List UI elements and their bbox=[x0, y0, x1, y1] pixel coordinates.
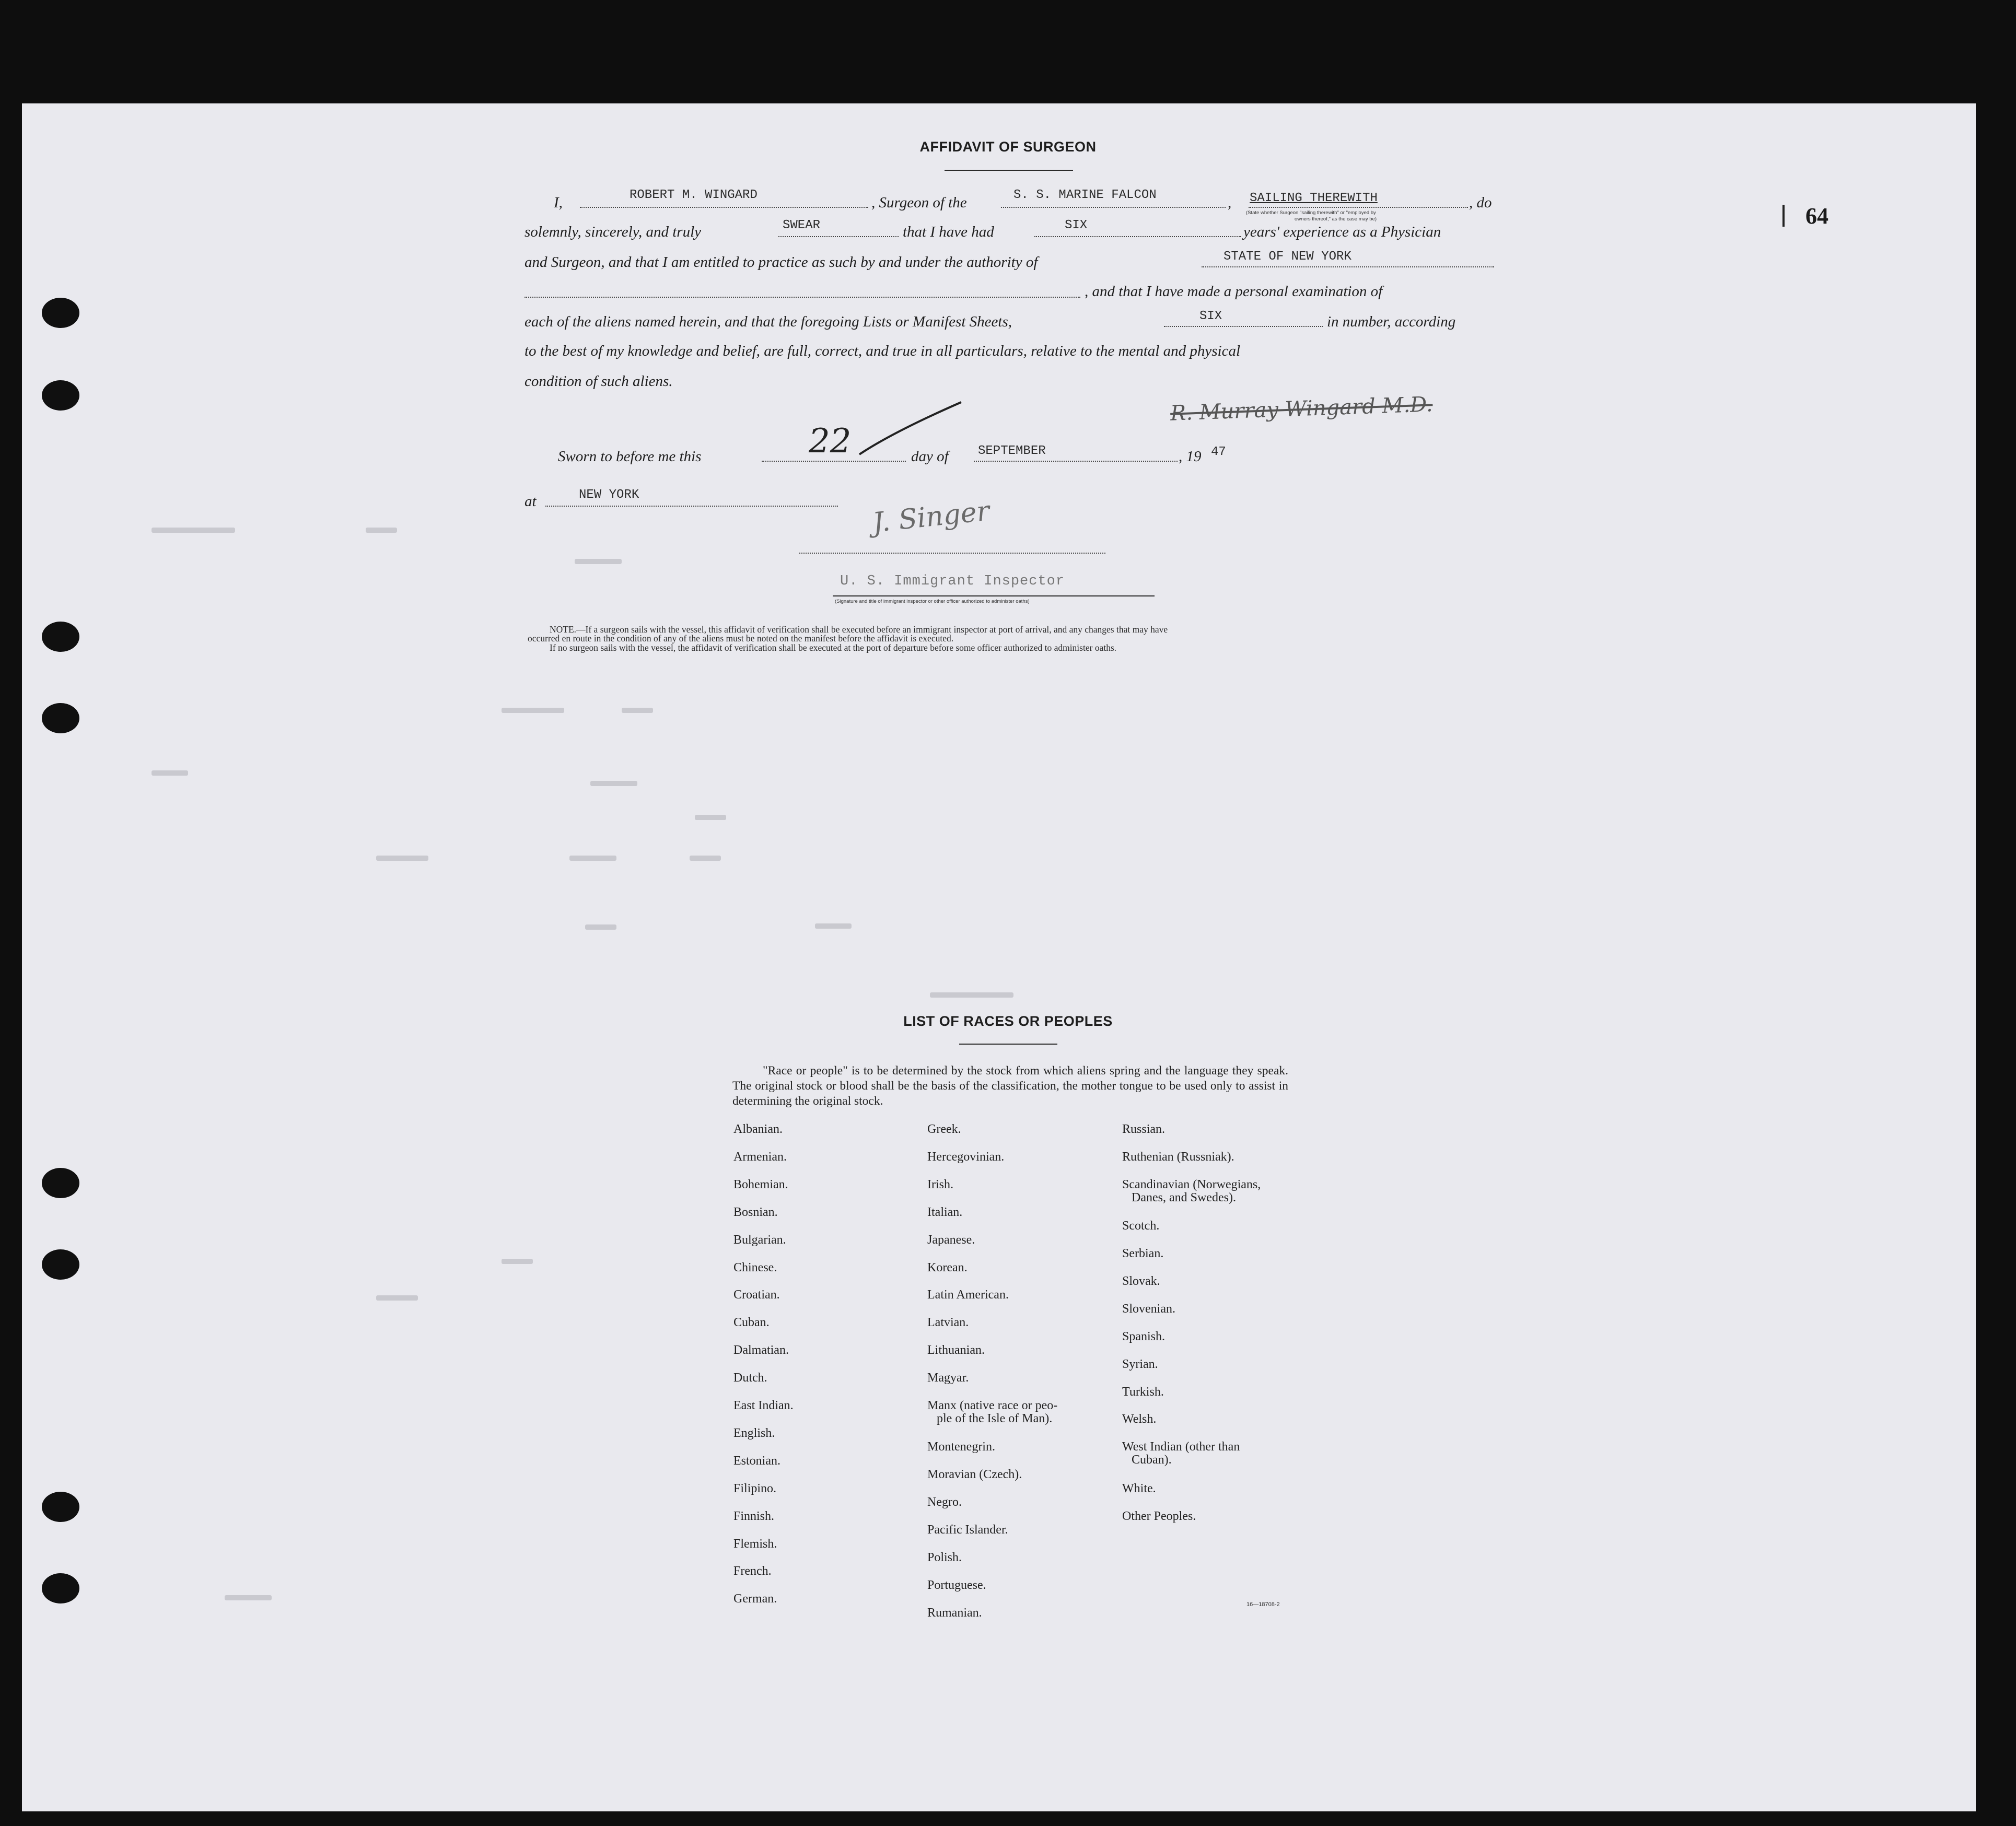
race-item: Latin American. bbox=[927, 1288, 1009, 1302]
affidavit-line4: , and that I have made a personal examination of bbox=[1085, 283, 1383, 300]
race-item: Other Peoples. bbox=[1122, 1509, 1196, 1523]
binder-hole-icon bbox=[42, 380, 79, 411]
binder-hole-icon bbox=[42, 1249, 79, 1280]
race-item: Slovak. bbox=[1122, 1274, 1160, 1288]
page-number: 64 bbox=[1805, 203, 1828, 229]
affidavit-line5-post: in number, according bbox=[1327, 313, 1456, 330]
binder-hole-icon bbox=[42, 1492, 79, 1522]
race-item: Italian. bbox=[927, 1205, 963, 1219]
sworn-mid: day of bbox=[911, 448, 949, 465]
race-item: Bosnian. bbox=[733, 1205, 778, 1219]
sworn-day-field bbox=[762, 461, 906, 462]
sworn-place: NEW YORK bbox=[579, 488, 639, 502]
race-item: Japanese. bbox=[927, 1233, 975, 1247]
race-item: Bohemian. bbox=[733, 1177, 788, 1191]
affidavit-note-line: If no surgeon sails with the vessel, the affidavit of verification shall be executed at the port of departure before some officer authorized to administer oaths. bbox=[550, 642, 1117, 653]
race-item: Lithuanian. bbox=[927, 1343, 985, 1357]
race-item: Korean. bbox=[927, 1260, 968, 1274]
race-item: Filipino. bbox=[733, 1481, 777, 1495]
race-item: West Indian (other than Cuban). bbox=[1122, 1440, 1240, 1467]
race-item: Armenian. bbox=[733, 1150, 787, 1164]
race-item: Syrian. bbox=[1122, 1357, 1158, 1371]
affidavit-line7: condition of such aliens. bbox=[525, 373, 673, 390]
sworn-year: 47 bbox=[1211, 445, 1226, 459]
sworn-month: SEPTEMBER bbox=[978, 444, 1046, 458]
manifest-sheet-count: SIX bbox=[1199, 309, 1222, 323]
sworn-day: 22 bbox=[809, 422, 852, 461]
affidavit-line2-mid: that I have had bbox=[903, 224, 994, 240]
affidavit-note-line: occurred en route in the condition of any of the aliens must be noted on the manifest before the affidavit is executed. bbox=[528, 633, 954, 643]
place-field bbox=[545, 506, 838, 507]
race-item: Manx (native race or peo- ple of the Isle of Man). bbox=[927, 1399, 1058, 1425]
inspector-title: U. S. Immigrant Inspector bbox=[840, 573, 1065, 589]
race-item: Welsh. bbox=[1122, 1412, 1157, 1426]
race-item: Albanian. bbox=[733, 1122, 783, 1136]
affidavit-line6: to the best of my knowledge and belief, are full, correct, and true in all particulars, relative to the mental and physical bbox=[525, 343, 1241, 359]
affidavit-line2-post: years' experience as a Physician bbox=[1243, 224, 1441, 240]
races-title: LIST OF RACES OR PEOPLES bbox=[903, 1013, 1113, 1029]
licensing-authority: STATE OF NEW YORK bbox=[1223, 250, 1351, 264]
race-item: German. bbox=[733, 1592, 777, 1606]
capacity-hint: (State whether Surgeon "sailing therewith" or "employed by bbox=[1246, 210, 1376, 216]
affidavit-line1-comma: , bbox=[1228, 194, 1232, 211]
race-item: Flemish. bbox=[733, 1537, 777, 1551]
affidavit-line5-pre: each of the aliens named herein, and that the foregoing Lists or Manifest Sheets, bbox=[525, 313, 1012, 330]
race-item: Bulgarian. bbox=[733, 1233, 786, 1247]
affidavit-line1-pre: I, bbox=[554, 194, 563, 211]
race-item: Scotch. bbox=[1122, 1219, 1160, 1233]
sworn-year-pre: , 19 bbox=[1179, 448, 1202, 465]
surgeon-signature: R. Murray Wingard M.D. bbox=[1170, 392, 1434, 426]
race-item: Croatian. bbox=[733, 1288, 780, 1302]
race-item: Ruthenian (Russniak). bbox=[1122, 1150, 1234, 1164]
sheets-field bbox=[1164, 326, 1323, 327]
form-number: 16—18708-2 bbox=[1246, 1601, 1280, 1608]
race-item: Magyar. bbox=[927, 1371, 969, 1385]
capacity-hint: owners thereof," as the case may be) bbox=[1295, 216, 1377, 222]
authority-field bbox=[1202, 266, 1494, 267]
at-pre: at bbox=[525, 493, 537, 510]
race-item: Spanish. bbox=[1122, 1329, 1166, 1343]
race-item: English. bbox=[733, 1426, 775, 1440]
inspector-signature: J. Singer bbox=[871, 495, 992, 539]
race-item: Pacific Islander. bbox=[927, 1523, 1008, 1537]
surgeon-name: ROBERT M. WINGARD bbox=[630, 188, 758, 202]
race-item: Dalmatian. bbox=[733, 1343, 789, 1357]
oath-field bbox=[778, 236, 899, 237]
race-item: Rumanian. bbox=[927, 1606, 982, 1620]
authority-field-continued bbox=[525, 297, 1080, 298]
race-item: Montenegrin. bbox=[927, 1440, 995, 1454]
page-number-tick bbox=[1782, 205, 1785, 227]
race-item: Portuguese. bbox=[927, 1578, 986, 1592]
race-item: East Indian. bbox=[733, 1399, 794, 1412]
race-item: White. bbox=[1122, 1481, 1156, 1495]
affidavit-line1-post: , do bbox=[1469, 194, 1492, 211]
races-intro: "Race or people" is to be determined by the stock from which aliens spring and the language they speak. The original stock or blood shall be the basis of the classification, the mother tongue to be used only to assist in determining the original stock. bbox=[732, 1064, 1288, 1108]
race-item: Slovenian. bbox=[1122, 1302, 1175, 1316]
affidavit-title-rule bbox=[945, 170, 1073, 171]
inspector-title-rule bbox=[833, 595, 1155, 596]
capacity-field bbox=[1249, 207, 1468, 208]
race-item: Estonian. bbox=[733, 1454, 780, 1468]
vessel-field bbox=[1001, 207, 1226, 208]
affidavit-title: AFFIDAVIT OF SURGEON bbox=[919, 139, 1097, 155]
binder-hole-icon bbox=[42, 298, 79, 328]
race-item: Dutch. bbox=[733, 1371, 767, 1385]
surgeon-name-field bbox=[580, 207, 868, 208]
race-item: Cuban. bbox=[733, 1316, 770, 1330]
affidavit-note-line: NOTE.—If a surgeon sails with the vessel, this affidavit of verification shall be executed before an immigrant inspector at port of arrival, and any changes that may have bbox=[550, 624, 1168, 635]
race-item: Latvian. bbox=[927, 1316, 969, 1330]
inspector-signature-line bbox=[799, 553, 1105, 554]
affidavit-line1-mid: , Surgeon of the bbox=[871, 194, 967, 211]
race-item: French. bbox=[733, 1564, 772, 1578]
race-item: Polish. bbox=[927, 1550, 962, 1564]
sworn-pre: Sworn to before me this bbox=[558, 448, 702, 465]
race-item: Russian. bbox=[1122, 1122, 1166, 1136]
affidavit-line2-pre: solemnly, sincerely, and truly bbox=[525, 224, 702, 240]
races-title-rule bbox=[959, 1044, 1057, 1045]
binder-hole-icon bbox=[42, 1168, 79, 1198]
inspector-caption: (Signature and title of immigrant inspector or other officer authorized to administer oaths) bbox=[835, 599, 1030, 604]
race-item: Finnish. bbox=[733, 1509, 775, 1523]
affidavit-line3-pre: and Surgeon, and that I am entitled to practice as such by and under the authority of bbox=[525, 254, 1038, 271]
race-item: Negro. bbox=[927, 1495, 962, 1509]
vessel-name: S. S. MARINE FALCON bbox=[1013, 188, 1157, 202]
race-item: Scandinavian (Norwegians, Danes, and Swedes). bbox=[1122, 1177, 1261, 1204]
race-item: Hercegovinian. bbox=[927, 1150, 1005, 1164]
binder-hole-icon bbox=[42, 703, 79, 733]
race-item: Chinese. bbox=[733, 1260, 777, 1274]
binder-hole-icon bbox=[42, 1573, 79, 1603]
race-item: Serbian. bbox=[1122, 1247, 1164, 1261]
years-field bbox=[1034, 236, 1241, 237]
years-experience: SIX bbox=[1065, 218, 1088, 232]
sworn-month-field bbox=[974, 461, 1178, 462]
race-item: Irish. bbox=[927, 1177, 953, 1191]
oath-type: SWEAR bbox=[783, 218, 821, 232]
binder-hole-icon bbox=[42, 622, 79, 652]
race-item: Turkish. bbox=[1122, 1385, 1164, 1399]
race-item: Moravian (Czech). bbox=[927, 1468, 1022, 1482]
surgeon-capacity: SAILING THEREWITH bbox=[1250, 191, 1378, 205]
race-item: Greek. bbox=[927, 1122, 961, 1136]
